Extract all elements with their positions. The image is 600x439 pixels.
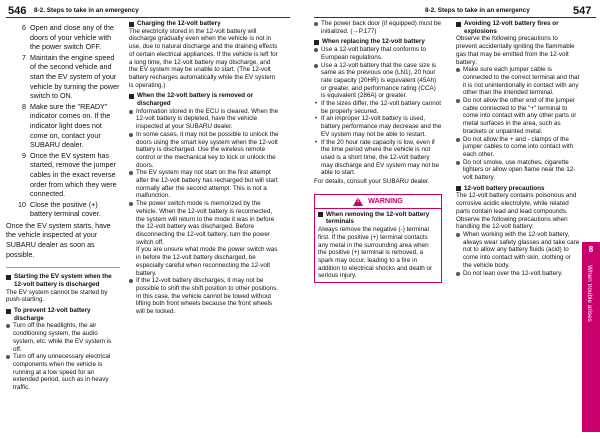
- step-number: 10: [18, 199, 26, 209]
- step-text: Once the EV system has started, remove the jumper cables in the exact reverse order from which they were connected.: [30, 150, 117, 199]
- right-header-rule: [314, 17, 596, 18]
- step-item: [6, 151, 120, 199]
- list-item: Do not allow the + and - clamps of the jumper cables to come into contact with each other.: [456, 136, 580, 159]
- list-item: The power back door (if equipped) must be initialized. (→P.177): [314, 20, 442, 35]
- section-heading-precautions: 12-volt battery precautions: [456, 185, 580, 193]
- column-4: [456, 20, 580, 277]
- section-text-fires: Observe the following precautions to prevent accidentally igniting the flammable gas that may be emitted from the 12-volt battery:: [456, 35, 575, 66]
- list-item: Do not smoke, use matches, cigarette lighters or allow open flame near the 12-volt battery.: [456, 159, 580, 182]
- step-number: 9: [22, 150, 26, 160]
- after-steps-text: Once the EV system starts, have the vehicle inspected at your SUBARU dealer as soon as possible.: [6, 220, 111, 259]
- list-item: Turn off the headlights, the air conditioning system, the audio system, etc. while the EV system is off.: [6, 322, 120, 353]
- column-3: [314, 20, 442, 283]
- warning-box: [314, 194, 442, 283]
- left-page-number: 546: [8, 5, 27, 17]
- section-heading-prevent-discharge: To prevent 12-volt battery discharge: [6, 307, 120, 322]
- section-heading-starting: Starting the EV system when the 12-volt battery is discharged: [6, 273, 120, 288]
- list-item: When working with the 12-volt battery, always wear safety glasses and take care not to allow any battery fluids (acid) to come into contact with skin, clothing or the vehicle body.: [456, 231, 580, 270]
- column-2: [129, 20, 279, 316]
- list-item: • If the sizes differ, the 12-volt battery cannot be properly secured.: [314, 100, 442, 115]
- right-page-number: 547: [573, 5, 592, 17]
- step-text: Make sure the "READY" indicator comes on. If the indicator light does not come on, contact your SUBARU dealer.: [30, 101, 111, 150]
- left-page-title: 8-2. Steps to take in an emergency: [34, 7, 139, 14]
- list-item: • If an improper 12-volt battery is used, battery performance may decrease and the EV system may not be able to restart.: [314, 115, 442, 138]
- step-text: Open and close any of the doors of your vehicle with the power switch OFF.: [30, 23, 114, 52]
- section-heading-charging: Charging the 12-volt battery: [129, 20, 279, 28]
- step-number: 7: [22, 52, 26, 62]
- step-text: Maintain the engine speed of the second vehicle and start the EV system of your vehicle by turning the power switch to ON.: [30, 52, 120, 101]
- section-text-precautions: The 12-volt battery contains poisonous and corrosive acidic electrolyte, while related parts contain lead and lead compounds. Observe the following precautions when handling the 12-volt battery:: [456, 192, 577, 231]
- warning-heading: When removing the 12-volt battery terminals: [318, 211, 438, 226]
- step-item: [6, 23, 120, 52]
- list-item: If the 12-volt battery discharges, it may not be possible to shift the shift position to other positions. In this case, the vehicle cannot be towed without lifting both front wheels because the front wheels will be locked.: [129, 277, 279, 316]
- warning-text: Always remove the negative (-) terminal first. If the positive (+) terminal contacts any metal in the surrounding area when the positive (+) terminal is removed, a spark may occur, leading to a fire in addition to electrical shocks and death or serious injury.: [318, 226, 433, 280]
- list-item: In some cases, it may not be possible to unlock the doors using the smart key system when the 12-volt battery is discharged. Use the wireless remote control or the mechanical key to lock or unlock the doors.: [129, 131, 279, 170]
- list-item: • If the 20 hour rate capacity is low, even if the time period where the vehicle is not used is a short time, the 12-volt battery may discharge and EV system may not be able to start.: [314, 139, 442, 178]
- steps-list: [6, 23, 120, 259]
- right-page-title: 8-2. Steps to take in an emergency: [425, 7, 530, 14]
- list-item: Use a 12-volt battery that the case size is same as the previous one (LN1), 20 hour rate capacity (20HR) is equivalent (45Ah) or greater, and performance rating (CCA) is equivalent (286A) or greater.: [314, 62, 442, 101]
- step-text: Close the positive (+) battery terminal cover.: [30, 199, 101, 219]
- step-number: 8: [22, 101, 26, 111]
- list-item: Do not lean over the 12-volt battery.: [456, 270, 580, 278]
- list-item: Make sure each jumper cable is connected to the correct terminal and that it is not unintentionally in contact with any other than the intended terminal.: [456, 66, 580, 97]
- list-item: Use a 12-volt battery that conforms to European regulations.: [314, 46, 442, 61]
- list-item: Turn off any unnecessary electrical components when the vehicle is running at a low speed for an extended period, such as in heavy traffic.: [6, 353, 120, 392]
- warning-title: WARNING: [368, 196, 403, 206]
- section-heading-removed: When the 12-volt battery is removed or discharged: [129, 92, 279, 107]
- column-1: [6, 23, 120, 392]
- section-text-starting: The EV system cannot be started by push-starting.: [6, 288, 108, 304]
- section-heading-replacing: When replacing the 12-volt battery: [314, 38, 442, 46]
- chapter-tab-number: 8: [588, 245, 594, 254]
- section-text-charging: The electricity stored in the 12-volt battery will discharge gradually even when the vehicle is not in use, due to natural discharge and the draining effects of certain electrical appliances. If the vehicle is left for a long time, the 12-volt battery may discharge, and the EV system may be unable to start. (The 12-volt battery recharges automatically while the EV system is operating.): [129, 27, 278, 89]
- details-text: For details, consult your SUBARU dealer.: [314, 178, 430, 186]
- section-heading-fires: Avoiding 12-volt battery fires or explosions: [456, 20, 580, 35]
- list-item: Do not allow the other end of the jumper cable connected to the "+" terminal to come into contact with any other parts or metal surfaces in the area, such as brackets or unpainted metal.: [456, 97, 580, 136]
- step-item: [6, 102, 120, 150]
- chapter-tab-label: When trouble arises: [586, 265, 593, 322]
- left-header-rule: [6, 17, 290, 18]
- list-item: The EV system may not start on the first attempt after the 12-volt battery has recharged but will start normally after the second attempt. This is not a malfunction.: [129, 169, 279, 200]
- list-item: Information stored in the ECU is cleared. When the 12-volt battery is depleted, have the vehicle inspected at your SUBARU dealer.: [129, 108, 279, 131]
- step-item: [6, 200, 120, 219]
- warning-icon: [353, 197, 363, 206]
- warning-header: [315, 195, 441, 209]
- step-number: 6: [22, 23, 26, 32]
- step-item: [6, 53, 120, 101]
- list-item: The power switch mode is memorized by the vehicle. When the 12-volt battery is reconnected, the system will return to the mode it was in before the 12-volt battery was discharged. Before disconnecting the 12-volt battery, turn the power switch off. If you are unsure what mode the power switch was in before the 12-volt battery discharged, be especially careful when reconnecting the 12-volt battery.: [129, 200, 279, 277]
